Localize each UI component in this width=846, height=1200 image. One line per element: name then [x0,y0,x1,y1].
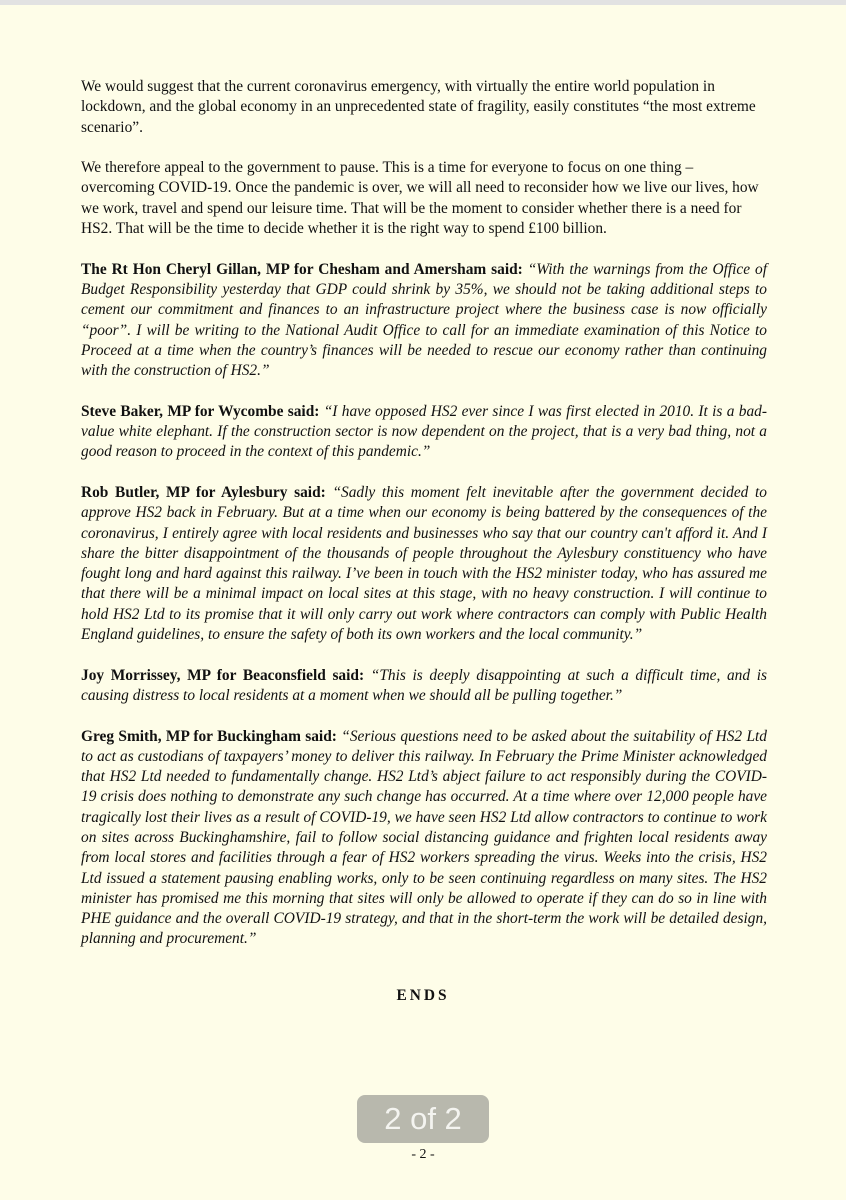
statement-greg-smith [81,727,767,950]
statement-speaker: Rob Butler, MP for Aylesbury said: [81,483,326,501]
statement-quote: “Sadly this moment felt inevitable after the government decided to approve HS2 back in February. But at a time when our economy is being battered by the consequences of the coronavirus, I entirely agree with local residents and businesses who say that our country can't afford it. And I share the bitter disappointment of the thousands of people throughout the Aylesbury constituency who have fought long and hard against this railway. I’ve been in touch with the HS2 minister today, who has assured me that there will be a minimal impact on local sites at this stage, with no heavy construction. I will continue to hold HS2 Ltd to its promise that it will only carry out work where contractors can comply with Public Health England guidelines, to ensure the safety of both its own workers and the local community.” [81,483,767,644]
statement-speaker: Steve Baker, MP for Wycombe said: [81,402,320,420]
statement-quote: “Serious questions need to be asked about the suitability of HS2 Ltd to act as custodians of taxpayers’ money to deliver this railway. In February the Prime Minister acknowledged that HS2 Ltd needed to fundamentally change. HS2 Ltd’s abject failure to act responsibly during the COVID-19 crisis does nothing to demonstrate any such change has occurred. At a time where over 12,000 people have tragically lost their lives as a result of COVID-19, we have seen HS2 Ltd allow contractors to continue to work on sites across Buckinghamshire, fail to follow social distancing guidance and frighten local residents away from local stores and facilities through a fear of HS2 workers spreading the virus. Weeks into the crisis, HS2 Ltd issued a statement pausing enabling works, only to be seen continuing regardless on many sites. The HS2 minister has promised me this morning that sites will only be allowed to operate if they can do so in line with PHE guidance and the overall COVID-19 strategy, and that in the short-term the work will be detailed design, planning and procurement.” [81,727,767,948]
paragraph-appeal-to-pause: We therefore appeal to the government to pause. This is a time for everyone to focus on one thing – overcoming COVID-19. Once the pandemic is over, we will all need to reconsider how we live our lives, how we work, travel and spend our leisure time. That will be the moment to consider whether there is a need for HS2. That will be the time to decide whether it is the right way to spend £100 billion. [81,159,759,238]
statement-quote: “This is deeply disappointing at such a difficult time, and is causing distress to local residents at a moment when we should all be pulling together.” [81,666,767,704]
statement-quote: “With the warnings from the Office of Budget Responsibility yesterday that GDP could shrink by 35%, we should not be taking additional steps to cement our commitment and finances to an infrastructure project where the business case is now officially “poor”. I will be writing to the National Audit Office to call for an immediate examination of this Notice to Proceed at a time when the country’s finances will be needed to rescue our economy rather than continuing with the construction of HS2.” [81,260,767,380]
page-footer-number: - 2 - [411,1147,435,1162]
statement-steve-baker [81,402,767,463]
statement-speaker: Joy Morrissey, MP for Beaconsfield said: [81,666,365,684]
statement-cheryl-gillan [81,260,767,382]
viewer-top-bar [0,0,846,5]
statement-speaker: Greg Smith, MP for Buckingham said: [81,727,337,745]
statement-quote: “I have opposed HS2 ever since I was first elected in 2010. It is a bad-value white elephant. If the construction sector is now dependent on the project, that is a very bad thing, not a good reason to proceed in the context of this pandemic.” [81,402,767,461]
ends-marker: ENDS [396,987,450,1004]
page-indicator-badge: 2 of 2 [357,1095,489,1143]
document-body [81,77,767,970]
paragraph-extreme-scenario: We would suggest that the current coronavirus emergency, with virtually the entire world population in lockdown, and the global economy in an unprecedented state of fragility, easily constitutes “the most extreme scenario”. [81,78,756,136]
statement-speaker: The Rt Hon Cheryl Gillan, MP for Chesham and Amersham said: [81,260,523,278]
statement-joy-morrissey [81,666,767,707]
statement-rob-butler [81,483,767,645]
